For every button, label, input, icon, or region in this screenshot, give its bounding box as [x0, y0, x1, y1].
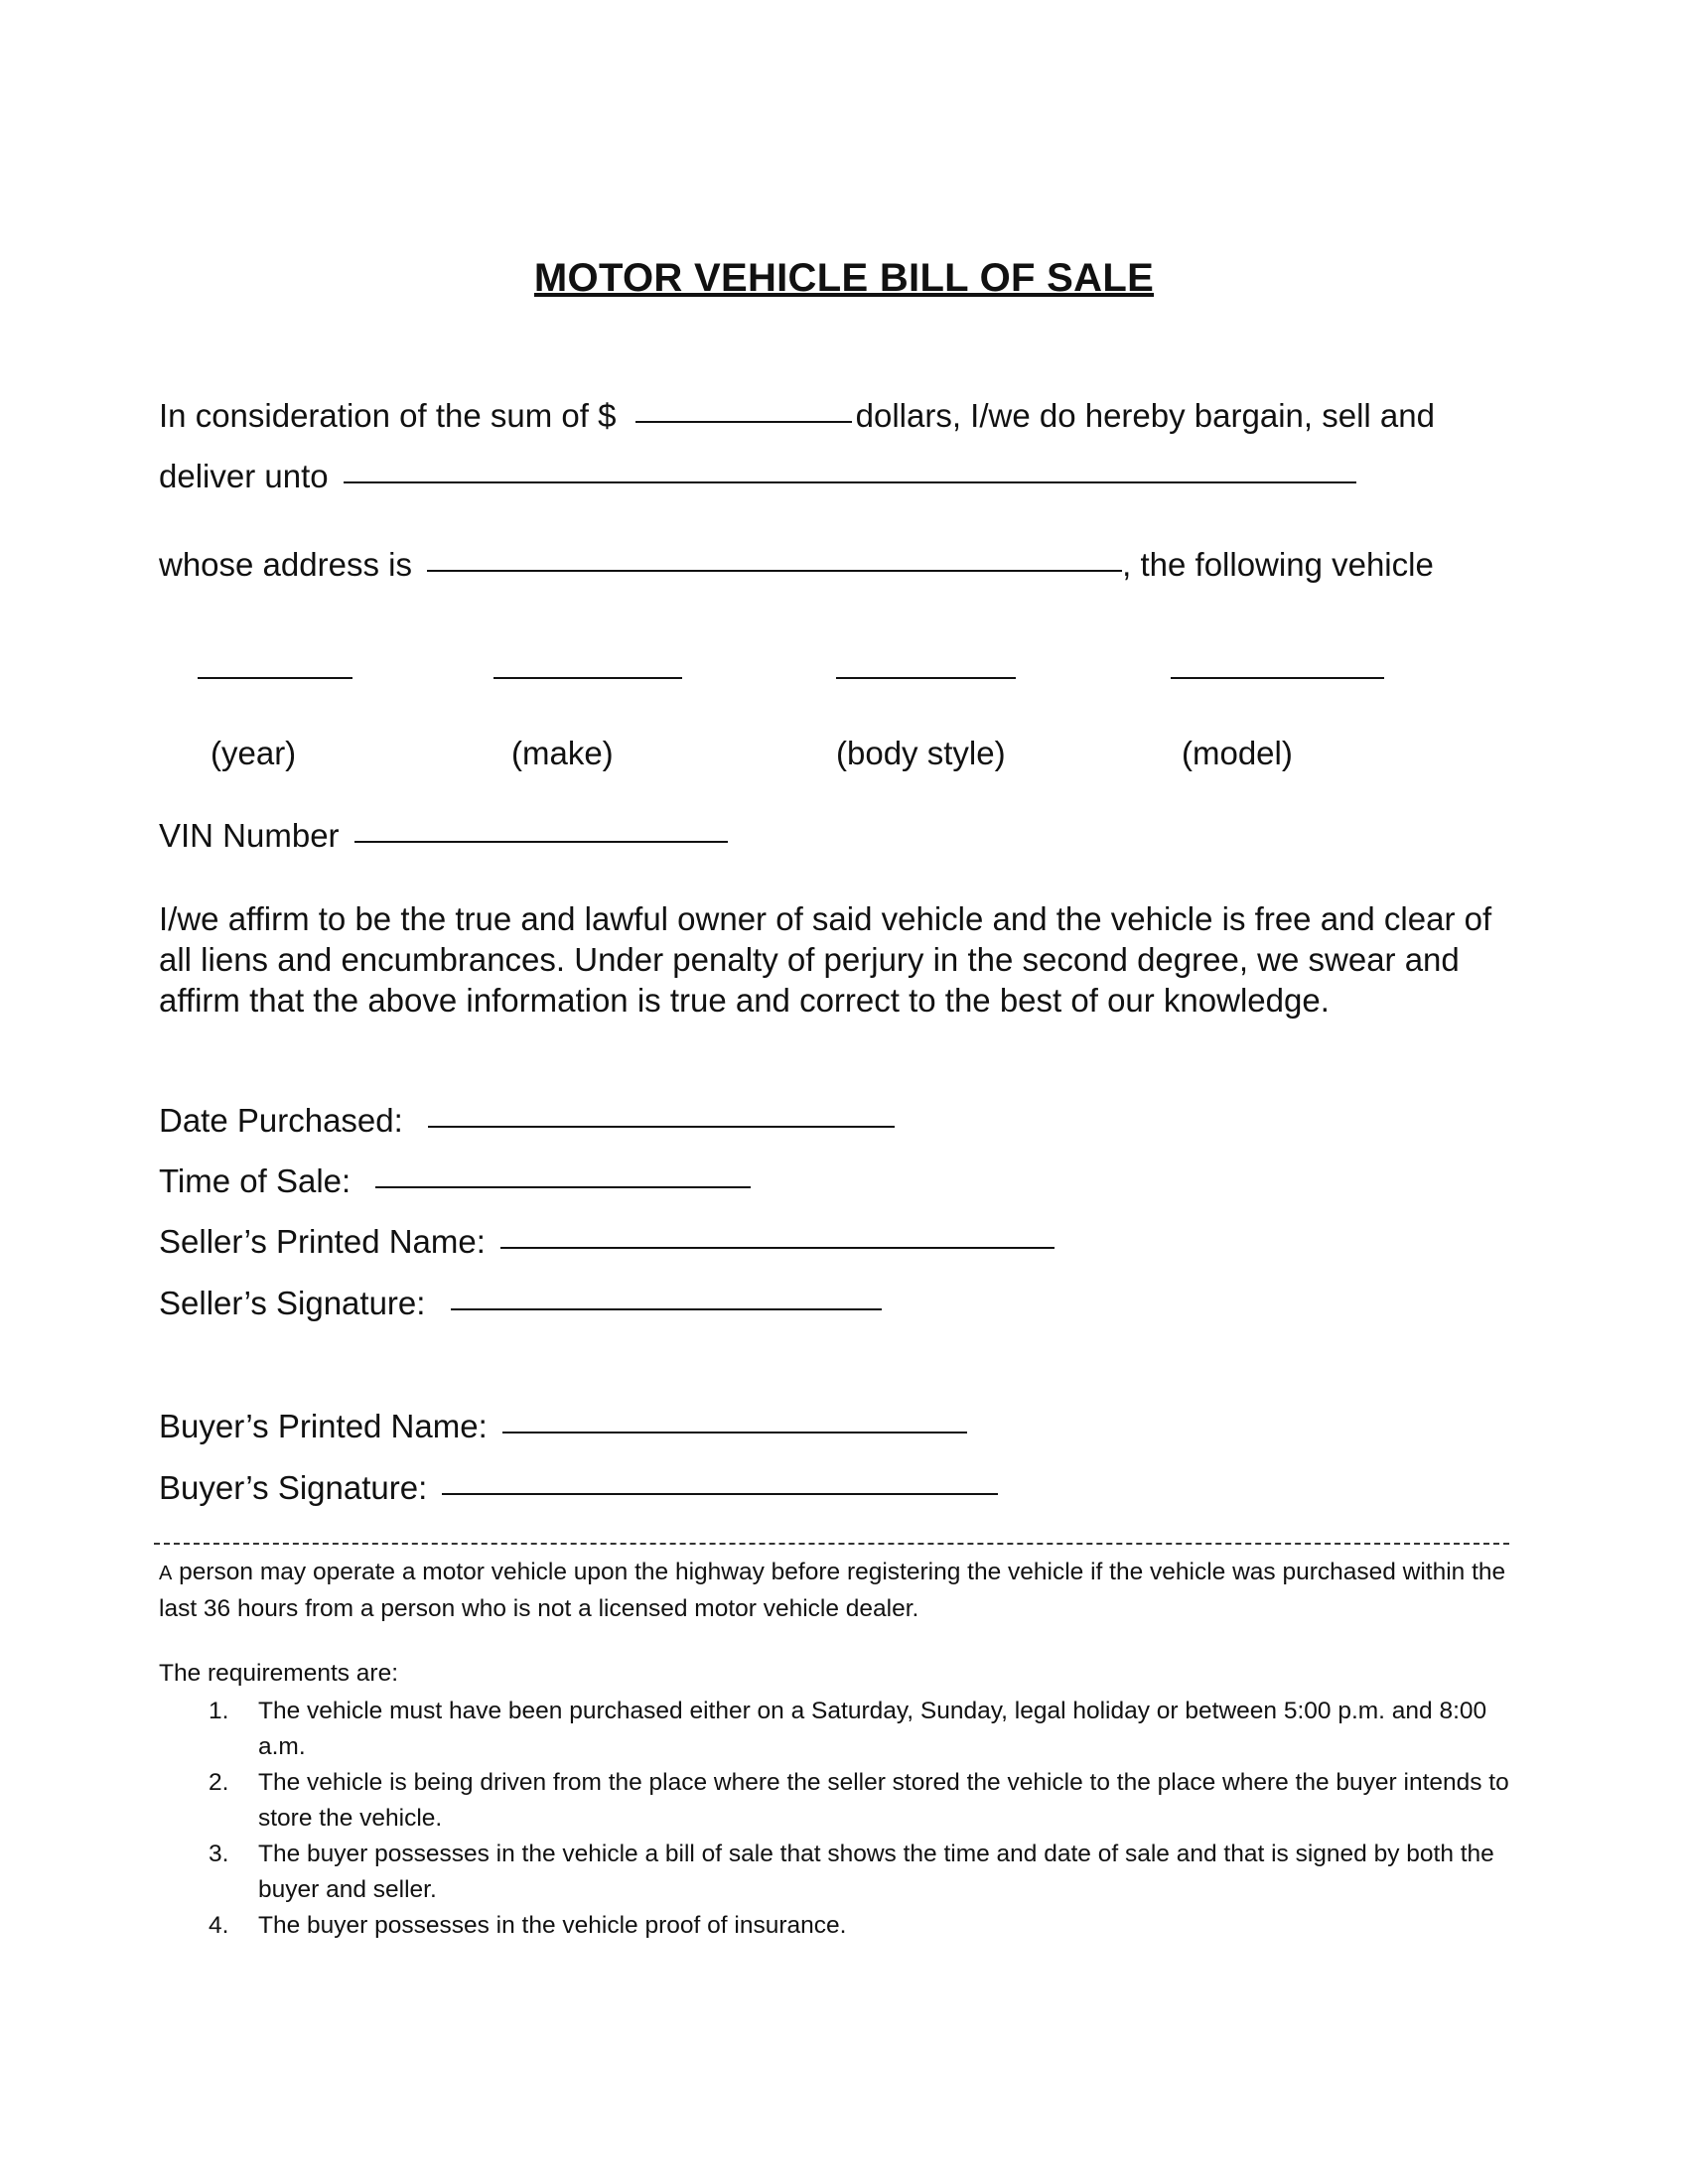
list-item — [159, 1694, 1529, 1765]
consideration-suffix: dollars, I/we do hereby bargain, sell and — [855, 397, 1435, 434]
requirements-list — [159, 1694, 1529, 1944]
seller-printed-name-row — [159, 1223, 1055, 1261]
time-of-sale-row — [159, 1162, 751, 1200]
list-item — [159, 1837, 1529, 1908]
deliver-line — [159, 458, 1356, 495]
list-item-number: 2. — [209, 1769, 229, 1796]
seller-signature-field[interactable] — [451, 1308, 882, 1310]
body-style-label: (body style) — [836, 735, 1006, 771]
address-field[interactable] — [427, 570, 1122, 572]
list-item — [159, 1908, 1529, 1944]
note-lead: A — [159, 1563, 173, 1584]
list-item — [159, 1765, 1529, 1837]
make-field[interactable] — [493, 677, 682, 679]
operation-note — [159, 1555, 1529, 1627]
buyer-printed-name-row — [159, 1408, 967, 1445]
list-item-number: 4. — [209, 1912, 229, 1939]
list-item-number: 3. — [209, 1841, 229, 1867]
vin-field[interactable] — [354, 841, 728, 843]
buyer-signature-field[interactable] — [442, 1493, 998, 1495]
make-label: (make) — [511, 735, 614, 771]
model-field[interactable] — [1171, 677, 1384, 679]
time-of-sale-field[interactable] — [375, 1186, 751, 1188]
list-item-text: The buyer possesses in the vehicle a bill of sale that shows the time and date of sale and that is signed by both the buyer and seller. — [258, 1841, 1494, 1903]
year-field[interactable] — [198, 677, 352, 679]
note-text: person may operate a motor vehicle upon the highway before registering the vehicle if the vehicle was purchased within the last 36 hours from a person who is not a licensed motor vehicle dealer. — [159, 1559, 1506, 1622]
buyer-printed-name-field[interactable] — [502, 1432, 967, 1433]
list-item-text: The vehicle is being driven from the place where the seller stored the vehicle to the place where the buyer intends to store the vehicle. — [258, 1769, 1509, 1832]
consideration-prefix: In consideration of the sum of $ — [159, 397, 617, 434]
seller-signature-label: Seller’s Signature: — [159, 1285, 426, 1321]
body-style-field[interactable] — [836, 677, 1016, 679]
buyer-printed-name-label: Buyer’s Printed Name: — [159, 1408, 488, 1444]
date-purchased-field[interactable] — [428, 1126, 895, 1128]
time-of-sale-label: Time of Sale: — [159, 1162, 352, 1199]
affirmation-paragraph: I/we affirm to be the true and lawful owner of said vehicle and the vehicle is free and clear of all liens and encumbrances. Under penalty of perjury in the second degree, we swear and affirm that the above information is true and correct to the best of our knowledge. — [159, 900, 1492, 1019]
list-item-text: The vehicle must have been purchased either on a Saturday, Sunday, legal holiday or between 5:00 p.m. and 8:00 a.m. — [258, 1698, 1487, 1760]
list-item-number: 1. — [209, 1698, 229, 1724]
list-item-text: The buyer possesses in the vehicle proof of insurance. — [258, 1912, 847, 1939]
address-suffix: , the following vehicle — [1122, 546, 1434, 583]
requirements-heading: The requirements are: — [159, 1660, 399, 1687]
document-title: MOTOR VEHICLE BILL OF SALE — [533, 256, 1155, 300]
sum-field[interactable] — [635, 421, 852, 423]
year-label: (year) — [211, 735, 297, 771]
buyer-name-field[interactable] — [344, 481, 1356, 483]
address-prefix: whose address is — [159, 546, 412, 583]
address-line — [159, 546, 1434, 584]
consideration-line — [159, 397, 1435, 435]
seller-printed-name-field[interactable] — [500, 1247, 1055, 1249]
date-purchased-row — [159, 1102, 895, 1140]
deliver-prefix: deliver unto — [159, 458, 329, 494]
buyer-signature-row — [159, 1469, 998, 1507]
model-label: (model) — [1182, 735, 1293, 771]
buyer-signature-label: Buyer’s Signature: — [159, 1469, 428, 1506]
date-purchased-label: Date Purchased: — [159, 1102, 403, 1139]
vin-line — [159, 817, 728, 855]
vin-label: VIN Number — [159, 817, 340, 854]
seller-signature-row — [159, 1285, 882, 1322]
seller-printed-name-label: Seller’s Printed Name: — [159, 1223, 486, 1260]
dashed-divider — [154, 1543, 1509, 1545]
